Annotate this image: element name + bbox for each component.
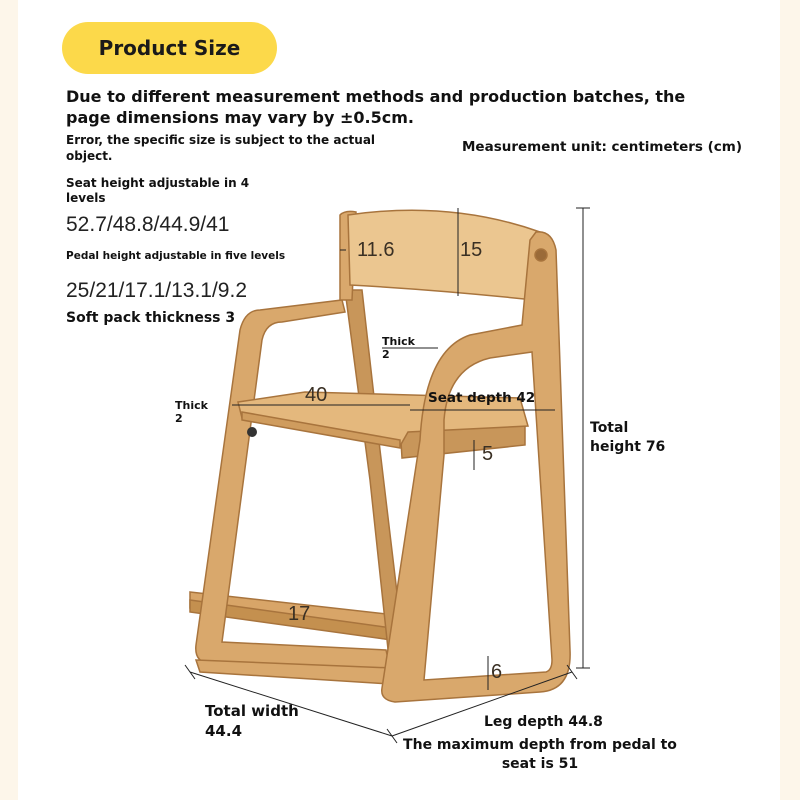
unit-note: Measurement unit: centimeters (cm) [462,139,743,155]
backrest-width-value: 15 [460,239,483,261]
leg-base-value: 6 [491,661,503,683]
badge-title: Product Size [98,36,241,60]
pedal-height-label: Pedal height adjustable in five levels [66,250,286,262]
backrest-handle-hole [535,249,547,261]
pedal-to-seat-label: The maximum depth from pedal to seat is 51 [403,737,677,772]
seat-thick-label: Thick 2 [175,399,208,425]
leg-depth-label: Leg depth 44.8 [484,714,603,730]
armrest-thick-label: Thick 2 [382,335,415,361]
pedal-height-values: 25/21/17.1/13.1/9.2 [66,279,247,302]
chair-drawing [190,210,570,702]
adjust-knob [247,427,257,437]
total-height-label: Total height 76 [590,420,666,455]
soft-pack-thickness: Soft pack thickness 3 [66,310,236,326]
right-frame [382,232,570,702]
error-note: Error, the specific size is subject to the actual object. [66,133,376,163]
total-width-label: Total width 44.4 [205,702,299,740]
seat-height-values: 52.7/48.8/44.9/41 [66,213,230,236]
seat-apron-value: 5 [482,443,494,465]
seat-width-value: 40 [305,384,328,406]
backrest-height-value: 11.6 [357,239,395,261]
pedal-depth-value: 17 [288,603,311,625]
disclaimer-text: Due to different measurement methods and production batches, the page dimensions may vary by ±0.5cm. [66,87,686,127]
seat-depth-label: Seat depth 42 [428,390,536,406]
seat-height-label: Seat height adjustable in 4 levels [66,176,250,205]
